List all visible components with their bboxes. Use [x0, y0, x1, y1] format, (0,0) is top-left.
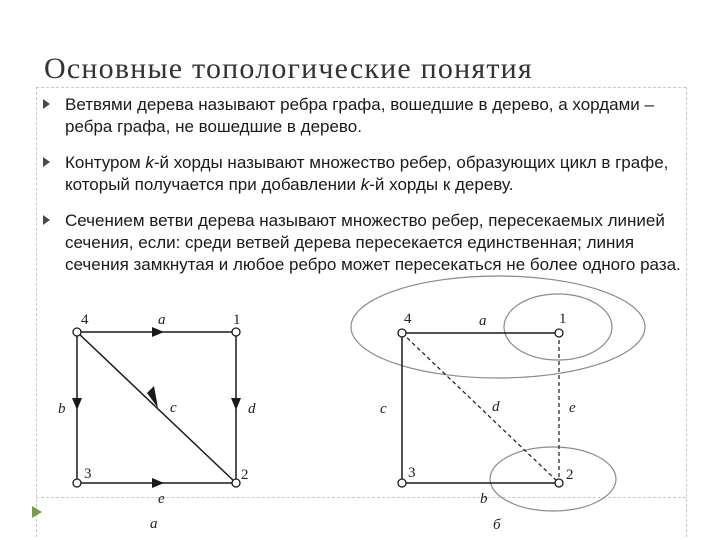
bullet-text-part: -й хорды называют множество ребер, образующих цикл в графе, который получается при добавлении: [65, 153, 669, 194]
edge-c-left: [77, 332, 236, 483]
node-2-left: [232, 479, 240, 487]
edge-label-e-left: e: [158, 491, 165, 507]
edge-a-arrow: [152, 327, 164, 337]
node-1-right: [555, 329, 563, 337]
node-label-1-left: 1: [233, 312, 241, 328]
node-3-left: [73, 479, 81, 487]
node-label-4-left: 4: [81, 312, 89, 328]
slide-title: Основные топологические понятия: [44, 52, 533, 85]
edge-label-e-right: e: [569, 400, 576, 416]
bullet-text-italic: k: [145, 153, 154, 172]
slide-corner-arrow-icon: [30, 505, 44, 519]
edge-label-a-left: a: [158, 312, 166, 328]
bullet-text-part: -й хорды к дереву.: [369, 175, 514, 194]
node-2-right: [555, 479, 563, 487]
edge-label-d-left: d: [248, 401, 256, 417]
node-label-2-right: 2: [566, 467, 574, 483]
graph-right: [351, 276, 645, 533]
edge-label-d-right: d: [492, 399, 500, 415]
node-label-2-left: 2: [241, 467, 249, 483]
node-4-left: [73, 328, 81, 336]
bullet-text: Сечением ветви дерева называют множество ребер, пересекаемых линией сечения, если: среди ветвей дерева пересекается единственная; линия сечения замкнутая и любое ребро может пересекаться не более одного раза.: [65, 211, 681, 274]
edge-label-b-right: b: [480, 491, 488, 507]
node-3-right: [398, 479, 406, 487]
bullet-text: Ветвями дерева называют ребра графа, вошедшие в дерево, а хордами – ребра графа, не вошедшие в дерево.: [65, 95, 654, 136]
node-label-3-right: 3: [408, 465, 416, 481]
cut-ellipse-node2: [490, 447, 616, 511]
node-label-4-right: 4: [404, 311, 412, 327]
caption-right: б: [493, 517, 501, 533]
caption-left: а: [150, 516, 158, 532]
edge-label-a-right: a: [479, 313, 487, 329]
edge-d-right: [402, 333, 559, 483]
edge-label-c-left: c: [170, 400, 177, 416]
node-4-right: [398, 329, 406, 337]
edge-e-arrow: [152, 478, 164, 488]
bullet-text-part: Контуром: [65, 153, 146, 172]
edge-label-c-right: c: [380, 401, 387, 417]
graph-left: [58, 312, 256, 532]
bullet-text-italic: k: [360, 175, 370, 194]
edge-d-arrow: [231, 398, 241, 410]
cut-ellipse-large: [351, 276, 645, 378]
edge-b-arrow: [72, 398, 82, 410]
edge-label-b-left: b: [58, 401, 66, 417]
node-label-1-right: 1: [559, 311, 567, 327]
cut-ellipse-node1: [504, 294, 612, 360]
node-label-3-left: 3: [84, 466, 92, 482]
node-1-left: [232, 328, 240, 336]
